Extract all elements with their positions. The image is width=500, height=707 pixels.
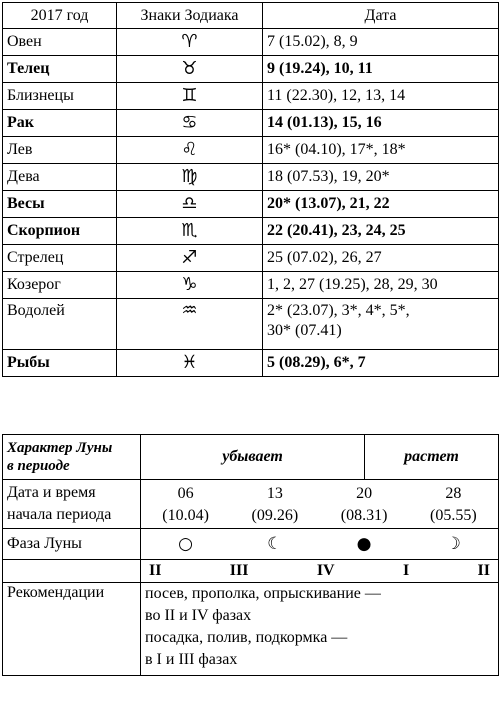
sign-dates: 14 (01.13), 15, 16	[263, 110, 499, 137]
zodiac-table	[2, 2, 499, 377]
recommendation-line: посадка, полив, подкормка —	[145, 629, 348, 646]
recommendation-line: в I и III фазах	[145, 651, 238, 668]
sign-name: Водолей	[3, 299, 117, 350]
zodiac-row	[3, 245, 499, 272]
period-time: (08.31)	[340, 507, 388, 524]
zodiac-row	[3, 191, 499, 218]
zodiac-symbol-icon: ♒︎	[117, 299, 263, 350]
sign-dates: 22 (20.41), 23, 24, 25	[263, 218, 499, 245]
phase-roman-numeral: II	[149, 562, 162, 579]
character-label-line2: в периоде	[7, 458, 70, 474]
sign-name: Стрелец	[3, 245, 117, 272]
sign-dates: 5 (08.29), 6*, 7	[263, 350, 499, 377]
character-label-line1: Характер Луны	[7, 440, 113, 456]
zodiac-symbol-icon: ♈︎	[117, 29, 263, 56]
zodiac-symbol-icon: ♊︎	[117, 83, 263, 110]
zodiac-row	[3, 137, 499, 164]
zodiac-symbol-icon: ♓︎	[117, 350, 263, 377]
waxing-crescent-icon: ☾	[267, 534, 283, 554]
period-label	[3, 480, 141, 529]
sign-name: Рыбы	[3, 350, 117, 377]
sign-dates: 9 (19.24), 10, 11	[263, 56, 499, 83]
sign-name: Лев	[3, 137, 117, 164]
sign-dates: 1, 2, 27 (19.25), 28, 29, 30	[263, 272, 499, 299]
zodiac-body	[3, 29, 499, 377]
phase-label: Фаза Луны	[3, 529, 141, 560]
sign-name: Козерог	[3, 272, 117, 299]
phase-roman-numeral: III	[229, 562, 249, 579]
sign-dates: 16* (04.10), 17*, 18*	[263, 137, 499, 164]
sign-dates-line2: 30* (07.41)	[267, 322, 342, 339]
sign-dates	[263, 299, 499, 350]
sign-dates: 20* (13.07), 21, 22	[263, 191, 499, 218]
period-label-line1: Дата и время	[7, 484, 96, 501]
zodiac-row	[3, 299, 499, 350]
phase-roman-numeral: IV	[316, 562, 335, 579]
sign-dates: 25 (07.02), 26, 27	[263, 245, 499, 272]
waning-label: убывает	[141, 435, 365, 480]
waning-crescent-icon: ☽	[445, 534, 461, 554]
zodiac-row	[3, 29, 499, 56]
zodiac-symbol-icon: ♋︎	[117, 110, 263, 137]
period-item	[252, 483, 299, 527]
zodiac-row	[3, 350, 499, 377]
roman-row	[3, 560, 499, 583]
new-moon-icon: ○	[178, 534, 193, 554]
zodiac-symbol-icon: ♌︎	[117, 137, 263, 164]
zodiac-row	[3, 110, 499, 137]
header-signs: Знаки Зодиака	[117, 3, 263, 29]
sign-name: Овен	[3, 29, 117, 56]
period-date: 20	[356, 485, 373, 502]
phase-icons-cell	[141, 529, 499, 560]
period-item	[162, 483, 209, 527]
recommendation-text	[141, 583, 499, 676]
header-date: Дата	[263, 3, 499, 29]
phase-roman-numeral: I	[402, 562, 410, 579]
full-moon-icon: ●	[356, 534, 372, 554]
recommendation-label: Рекомендации	[3, 583, 141, 676]
zodiac-row	[3, 218, 499, 245]
period-row	[3, 480, 499, 529]
sign-name: Телец	[3, 56, 117, 83]
zodiac-symbol-icon: ♉︎	[117, 56, 263, 83]
period-time: (05.55)	[430, 507, 477, 524]
sign-dates: 11 (22.30), 12, 13, 14	[263, 83, 499, 110]
sign-dates: 7 (15.02), 8, 9	[263, 29, 499, 56]
zodiac-symbol-icon: ♐︎	[117, 245, 263, 272]
character-label	[3, 435, 141, 480]
zodiac-header-row	[3, 3, 499, 29]
header-year: 2017 год	[3, 3, 117, 29]
period-time: (10.04)	[162, 507, 209, 524]
sign-dates-line1: 2* (23.07), 3*, 4*, 5*,	[267, 302, 410, 319]
moon-table	[2, 434, 499, 676]
zodiac-symbol-icon: ♎︎	[117, 191, 263, 218]
zodiac-symbol-icon: ♑︎	[117, 272, 263, 299]
waxing-label: растет	[365, 435, 499, 480]
period-time: (09.26)	[251, 507, 299, 524]
sign-name: Дева	[3, 164, 117, 191]
sign-name: Близнецы	[3, 83, 117, 110]
period-values-cell	[141, 480, 499, 529]
phase-roman-numeral: II	[477, 562, 490, 579]
zodiac-row	[3, 164, 499, 191]
period-date: 13	[266, 485, 283, 502]
sign-dates: 18 (07.53), 19, 20*	[263, 164, 499, 191]
recommendation-line: во II и IV фазах	[145, 607, 252, 624]
sign-name: Рак	[3, 110, 117, 137]
zodiac-symbol-icon: ♏︎	[117, 218, 263, 245]
sign-name: Весы	[3, 191, 117, 218]
roman-empty-cell	[3, 560, 141, 583]
period-date: 28	[445, 485, 462, 502]
zodiac-symbol-icon: ♍︎	[117, 164, 263, 191]
zodiac-row	[3, 272, 499, 299]
period-label-line2: начала периода	[7, 506, 112, 523]
recommendation-row	[3, 583, 499, 676]
period-item	[430, 483, 477, 527]
period-date: 06	[177, 485, 194, 502]
zodiac-row	[3, 56, 499, 83]
sign-name: Скорпион	[3, 218, 117, 245]
moon-character-row	[3, 435, 499, 480]
recommendation-line: посев, прополка, опрыскивание —	[145, 585, 381, 602]
period-item	[341, 483, 388, 527]
zodiac-row	[3, 83, 499, 110]
phase-row	[3, 529, 499, 560]
roman-cell	[141, 560, 499, 583]
